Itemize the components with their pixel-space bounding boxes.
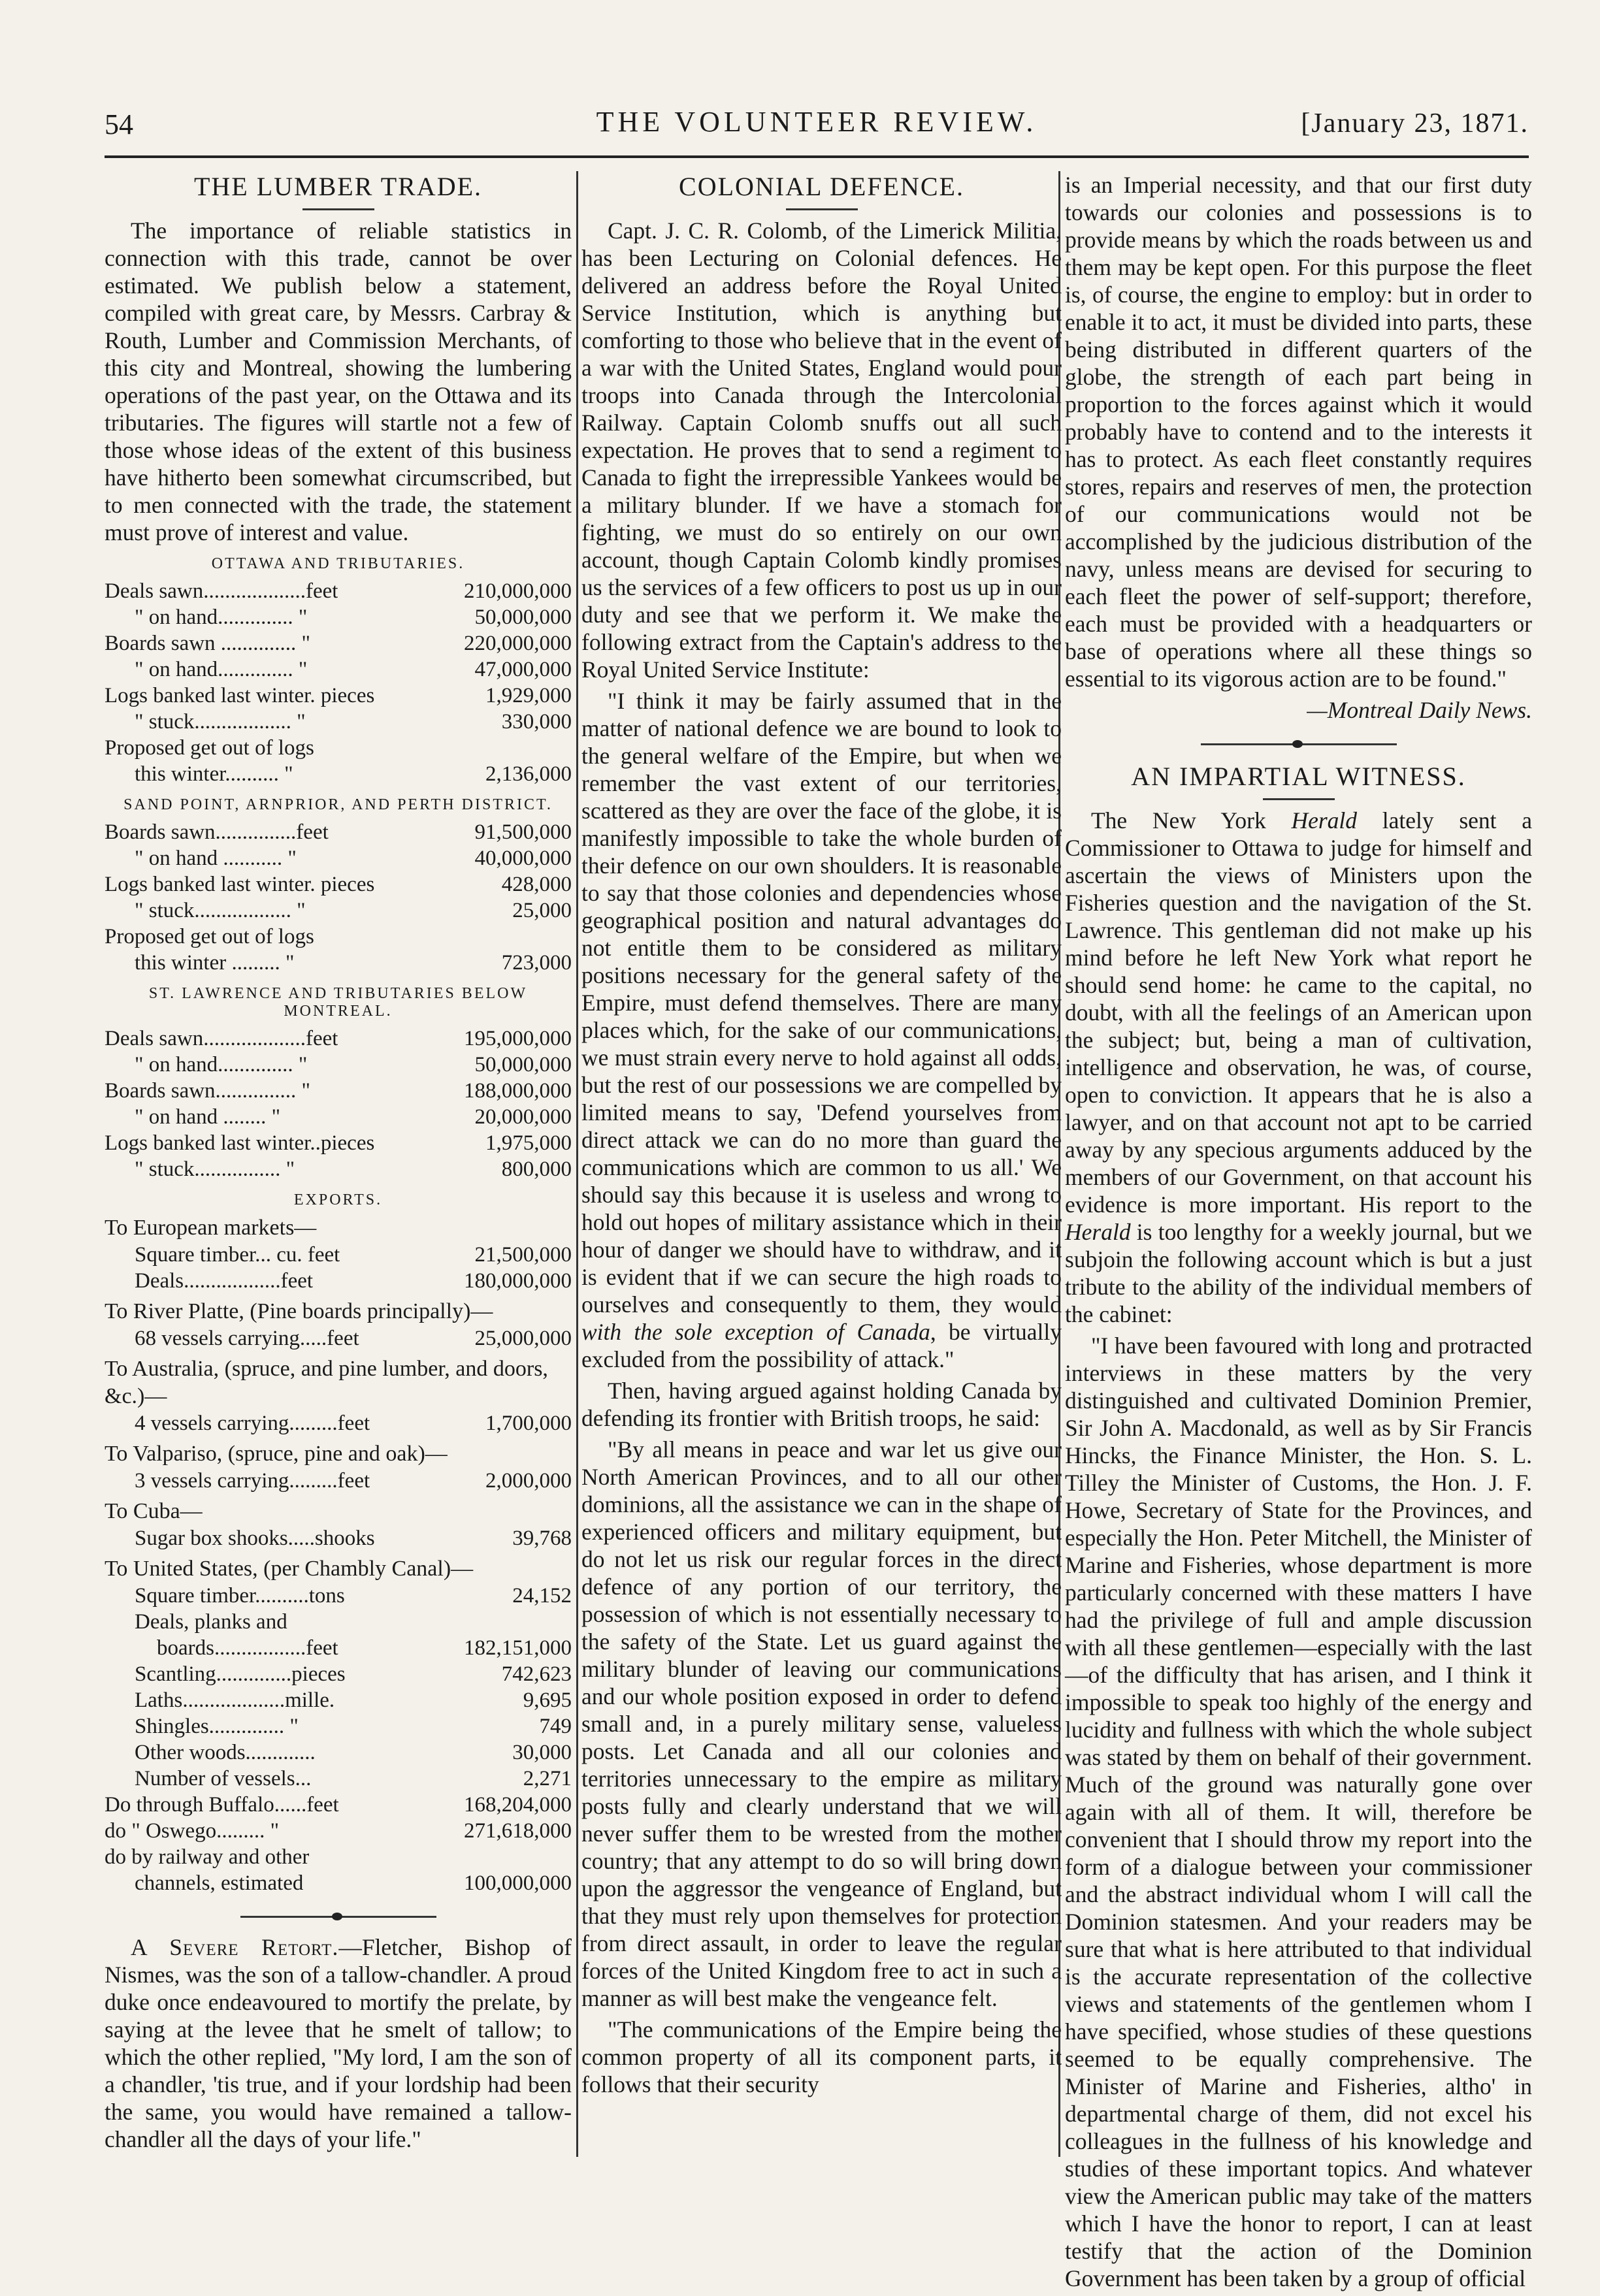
row-label: Boards sawn .............. ": [105, 632, 311, 655]
row-label: " stuck................ ": [135, 1157, 295, 1181]
row-value: 195,000,000: [464, 1027, 572, 1050]
table-row: [105, 1609, 572, 1635]
anecdote: [105, 1933, 572, 2153]
table-row: [105, 1635, 572, 1661]
row-label: do by railway and other: [105, 1845, 310, 1869]
row-value: 100,000,000: [464, 1871, 572, 1895]
row-value: 1,929,000: [485, 684, 572, 707]
column-lumber-trade: [105, 171, 572, 2157]
table-row: [105, 1687, 572, 1713]
paragraph: is an Imperial necessity, and that our first duty towards our colonies and possessions is to provide means by which the roads between us and them may be kept open. For this purpose the fleet is, of course, the engine to employ: but in order to enable it to act, it must be divided into parts, these being distributed in different quarters of the globe, the strength of each part being in proportion to the forces against which it would probably have to contend and to the interests it has to protect. As each fleet constantly requires stores, repairs and reserves of men, the protection of our communications would not be accomplished by the judicious distribution of the navy, unless means are devised for securing to each fleet the power of self-support; therefore, each must be provided with a headquarters or base of operations where all these things so essential to its vigorous action are to be found.": [1065, 172, 1532, 692]
row-label: Number of vessels...: [135, 1767, 312, 1790]
row-label: do " Oswego......... ": [105, 1819, 280, 1843]
row-label: Deals sawn...................feet: [105, 1027, 338, 1050]
table-row: [105, 1156, 572, 1182]
table-row: [105, 1468, 572, 1494]
row-value: 50,000,000: [474, 606, 572, 629]
article-title: COLONIAL DEFENCE.: [679, 172, 964, 201]
table-row: [105, 1713, 572, 1739]
row-label: 3 vessels carrying.........feet: [135, 1469, 370, 1493]
section-heading: EXPORTS.: [293, 1191, 383, 1208]
table-row: [105, 656, 572, 683]
export-group: [105, 1468, 572, 1494]
table-row: [105, 1104, 572, 1130]
row-label: Boards sawn...............feet: [105, 820, 329, 844]
title-rule: [1263, 798, 1335, 800]
row-value: 168,204,000: [464, 1793, 572, 1817]
export-group: [105, 1410, 572, 1436]
row-value: 723,000: [501, 951, 572, 975]
emphasis: with the sole exception of Canada: [581, 1319, 930, 1345]
row-label: " on hand.............. ": [135, 1053, 308, 1076]
row-label: Laths...................mille.: [135, 1689, 335, 1712]
text-run: lately sent a Commissioner to Ottawa to judge for himself and ascertain the views of Ministers upon the Fisheries question and the navigation of the St. Lawrence. This gentleman did not make up his mind before he left New York what report he should send home: he came to the capital, no doubt, with all the feelings of an American upon the subject; but, being a man of cultivation, intelligence and observation, he was, of course, open to conviction. It appears that he is also a lawyer, and on that account not apt to be carried away by any specious arguments adduced by the members of our Government, on that account his evidence is more important. His report to the: [1065, 807, 1532, 1218]
row-value: [566, 1844, 572, 1870]
emphasis: Herald: [1291, 807, 1358, 833]
row-value: 1,975,000: [485, 1131, 572, 1155]
section-heading: ST. LAWRENCE AND TRIBUTARIES BELOW MONTREAL.: [148, 985, 528, 1020]
row-value: 220,000,000: [464, 632, 572, 655]
row-label: Logs banked last winter. pieces: [105, 873, 375, 896]
paragraph: [1065, 807, 1532, 1328]
table-row: [105, 735, 572, 761]
row-value: 749: [539, 1715, 572, 1738]
text-run: "I think it may be fairly assumed that in the matter of national defence we are bound to look to the general welfare of the Empire, but when we remember the vast extent of our territories, scattered as they are over the face of the globe, it is manifestly impossible to take the whole burden of their defence on our own shoulders. It is reasonable to say that those colonies and dependencies whose geographical position and natural advantages do not entitle them to be considered as military positions necessary for the general safety of the Empire, must defend themselves. There are many places which, for the sake of our communications, we must strain every nerve to hold against all odds, but the rest of our possessions we are compelled by limited means to say, 'Defend yourselves from direct attack we can do no more than guard the communications which are common to us all.' We should say this because it is useless and wrong to hold out hopes of military assistance which in their hour of danger we should have to withdraw, and it is evident that if we can secure the high roads to ourselves and consequently to them, they would: [581, 688, 1062, 1318]
column-colonial-defence: [581, 171, 1062, 2102]
row-label: Scantling..............pieces: [135, 1662, 346, 1686]
stats-table-st-lawrence: [105, 1026, 572, 1182]
row-value: 330,000: [501, 710, 572, 734]
table-row: [105, 683, 572, 709]
row-label: channels, estimated: [135, 1871, 304, 1895]
row-label: Boards sawn............... ": [105, 1079, 311, 1103]
row-label: Square timber... cu. feet: [135, 1243, 340, 1267]
export-group: [105, 1792, 572, 1896]
row-label: Other woods.............: [135, 1741, 316, 1764]
row-label: Sugar box shooks.....shooks: [135, 1527, 375, 1550]
row-value: 428,000: [501, 873, 572, 896]
title-rule: [786, 208, 858, 210]
row-label: " stuck.................. ": [135, 899, 306, 922]
row-label: Deals..................feet: [135, 1269, 314, 1293]
row-value: 25,000,000: [474, 1327, 572, 1350]
table-row: [105, 1818, 572, 1844]
paragraph: "By all means in peace and war let us give our North American Provinces, and to all our other dominions, all the assistance we can in the shape of experienced officers and military equipment, but do not let us risk our regular forces in the direct defence of any portion of our territory, the possession of which is not essentially necessary to the safety of the State. Let us guard against the military blunder of leaving our communications and our whole position exposed in order to defend small and, in a purely military sense, valueless posts. Let Canada and all our colonies and territories unnecessary to the empire as military posts fully and clearly understand that we will never suffer them to be wrested from the mother country; that any attempt to do so will bring down upon the aggressor the vengeance of England, but that they must rely upon themselves for protection from direct assault, in order to leave the regular forces of the United Kingdom free to act in such a manner as will best make the vengeance felt.: [581, 1436, 1062, 2011]
row-value: 180,000,000: [464, 1269, 572, 1293]
table-row: [105, 578, 572, 604]
page-header: [105, 101, 1529, 147]
ornament-rule: [1201, 743, 1397, 745]
table-row: [105, 1242, 572, 1268]
article-intro: The importance of reliable statistics in connection with this trade, cannot be over estimated. We publish below a statement, compiled with great care, by Messrs. Carbray & Routh, Lumber and Commission Merchants, of this city and Montreal, showing the lumbering operations of the past year, on the Ottawa and its tributaries. The figures will startle not a few of those whose ideas of the extent of this business have hitherto been somewhat circumscribed, but to men connected with the trade, the statement must prove of interest and value.: [105, 218, 572, 545]
section-heading: SAND POINT, ARNPRIOR, AND PERTH DISTRICT.: [123, 796, 553, 813]
row-value: 91,500,000: [474, 820, 572, 844]
paragraph: Capt. J. C. R. Colomb, of the Limerick Militia, has been Lecturing on Colonial defences. He delivered an address before the Royal United Service Institution, which is anything but comforting to those who believe that in the event of a war with the United States, England would pour troops into Canada through the Intercolonial Railway. Captain Colomb snuffs out all such expectation. He proves that to send a regiment to Canada to fight the irrepressible Yankees would be a military blunder. If we have a stomach for fighting, we must do so entirely on our own account, though Captain Colomb kindly promises us the services of a few officers to post us up in our duty and see that we perform it. We make the following extract from the Captain's address to the Royal United Service Institute:: [581, 218, 1062, 683]
export-destination: To Australia, (spruce, and pine lumber, and doors, &c.)—: [105, 1357, 548, 1408]
table-row: [105, 1583, 572, 1609]
row-value: 25,000: [512, 899, 572, 922]
column-impartial-witness: [1065, 171, 1532, 2296]
row-label: this winter.......... ": [135, 762, 293, 786]
row-label: " stuck.................. ": [135, 710, 306, 734]
text-run: is too lengthy for a weekly journal, but we subjoin the following account which is but a just tribute to the ability of the individual members of the cabinet:: [1065, 1219, 1532, 1327]
table-row: [105, 950, 572, 976]
row-value: [566, 1609, 572, 1635]
row-label: Proposed get out of logs: [105, 736, 314, 760]
row-value: 50,000,000: [474, 1053, 572, 1076]
column-divider: [576, 171, 578, 2157]
paragraph: "The communications of the Empire being the common property of all its component parts, it follows that their security: [581, 2016, 1062, 2097]
table-row: [105, 924, 572, 950]
table-row: [105, 1026, 572, 1052]
table-row: [105, 1844, 572, 1870]
table-row: [105, 819, 572, 845]
paragraph: Then, having argued against holding Canada by defending its frontier with British troops, he said:: [581, 1378, 1062, 1431]
row-value: 1,700,000: [485, 1412, 572, 1435]
row-label: Logs banked last winter. pieces: [105, 684, 375, 707]
row-label: " on hand.............. ": [135, 658, 308, 681]
source-credit: —Montreal Daily News.: [1307, 697, 1532, 723]
text-run: , be virtually excluded from the possibility of attack.": [581, 1319, 1062, 1372]
table-row: [105, 1325, 572, 1351]
row-value: 30,000: [512, 1741, 572, 1764]
masthead: THE VOLUNTEER REVIEW.: [596, 106, 1037, 138]
row-value: 2,136,000: [485, 762, 572, 786]
export-destination: To River Platte, (Pine boards principally)—: [105, 1299, 493, 1323]
ornament-rule: [240, 1916, 436, 1918]
anecdote-title: A Severe Retort.: [131, 1934, 339, 1960]
export-group: [105, 1242, 572, 1294]
row-value: 9,695: [523, 1689, 572, 1712]
table-row: [105, 1661, 572, 1687]
emphasis: Herald: [1065, 1219, 1131, 1245]
stats-table-sand-point: [105, 819, 572, 976]
export-destination: To Valpariso, (spruce, pine and oak)—: [105, 1442, 448, 1466]
row-value: 742,623: [501, 1662, 572, 1686]
exports-table: [105, 1214, 572, 1896]
table-row: [105, 709, 572, 735]
table-row: [105, 897, 572, 924]
row-value: 39,768: [512, 1527, 572, 1550]
export-group: [105, 1525, 572, 1551]
row-label: Do through Buffalo......feet: [105, 1793, 339, 1817]
row-label: boards.................feet: [157, 1636, 338, 1660]
article-title: THE LUMBER TRADE.: [193, 172, 483, 201]
export-group: [105, 1583, 572, 1792]
section-heading: OTTAWA AND TRIBUTARIES.: [211, 555, 465, 572]
row-label: this winter ......... ": [135, 951, 295, 975]
table-row: [105, 1410, 572, 1436]
row-label: Deals, planks and: [135, 1610, 287, 1634]
table-row: [105, 630, 572, 656]
row-value: 24,152: [512, 1584, 572, 1608]
table-row: [105, 1739, 572, 1766]
row-value: 21,500,000: [474, 1243, 572, 1267]
row-value: 210,000,000: [464, 579, 572, 603]
table-row: [105, 871, 572, 897]
row-value: 188,000,000: [464, 1079, 572, 1103]
issue-date: [January 23, 1871.: [1301, 108, 1529, 138]
row-label: Square timber..........tons: [135, 1584, 345, 1608]
table-row: [105, 761, 572, 787]
text-run: The New York: [1091, 807, 1292, 833]
header-rule: [105, 155, 1529, 158]
table-row: [105, 1792, 572, 1818]
row-label: Deals sawn...................feet: [105, 579, 338, 603]
row-value: 40,000,000: [474, 847, 572, 870]
row-value: 2,271: [523, 1767, 572, 1790]
row-value: 800,000: [501, 1157, 572, 1181]
export-destination: To United States, (per Chambly Canal)—: [105, 1557, 474, 1581]
row-label: " on hand.............. ": [135, 606, 308, 629]
page-number: 54: [105, 108, 133, 140]
row-label: " on hand ........ ": [135, 1105, 281, 1129]
table-row: [105, 604, 572, 630]
table-row: [105, 1130, 572, 1156]
row-value: 271,618,000: [464, 1819, 572, 1843]
row-value: 47,000,000: [474, 658, 572, 681]
table-row: [105, 1766, 572, 1792]
anecdote-text: —Fletcher, Bishop of Nismes, was the son of a tallow-chandler. A proud duke once endeavoured to mortify the prelate, by saying at the levee that he smelt of tallow; to which the other replied, "My lord, I am the son of a chandler, 'tis true, and if your lordship had been the same, you would have remained a tallow-chandler all the days of your life.": [105, 1934, 572, 2152]
table-row: [105, 1078, 572, 1104]
table-row: [105, 1268, 572, 1294]
row-value: [566, 924, 572, 950]
table-row: [105, 1870, 572, 1896]
row-value: 20,000,000: [474, 1105, 572, 1129]
stats-table-ottawa: [105, 578, 572, 787]
export-destination: To European markets—: [105, 1216, 317, 1240]
title-rule: [302, 208, 374, 210]
paragraph: [581, 687, 1062, 1373]
table-row: [105, 845, 572, 871]
row-label: Logs banked last winter..pieces: [105, 1131, 375, 1155]
row-value: [566, 735, 572, 761]
row-value: 182,151,000: [464, 1636, 572, 1660]
row-label: Proposed get out of logs: [105, 925, 314, 948]
row-label: 4 vessels carrying.........feet: [135, 1412, 370, 1435]
row-value: 2,000,000: [485, 1469, 572, 1493]
table-row: [105, 1525, 572, 1551]
export-destination: To Cuba—: [105, 1499, 203, 1523]
row-label: 68 vessels carrying.....feet: [135, 1327, 359, 1350]
export-group: [105, 1325, 572, 1351]
row-label: Shingles.............. ": [135, 1715, 299, 1738]
paragraph: "I have been favoured with long and protracted interviews in these matters by the very distinguished and cultivated Dominion Premier, Sir John A. Macdonald, as well as by Sir Francis Hincks, the Finance Minister, the Hon. S. L. Tilley the Minister of Customs, the Hon. J. F. Howe, Secretary of State for the Provinces, and especially the Hon. Peter Mitchell, the Minister of Marine and Fisheries, whose department is more particularly concerned with these matters I have had the privilege of full and ample discussion with all these gentlemen—especially with the last—of the difficulty that has arisen, and I think it impossible to speak too highly of the energy and lucidity and fullness with which the whole subject was stated by them on behalf of their government. Much of the ground was naturally gone over again with all of them. It will, therefore be convenient that I should throw my report into the form of a dialogue between your commissioner and the abstract individual whom I will call the Dominion statesmen. And your readers may be sure that what is here attributed to that individual is the accurate representation of the collective views and statements of the gentlemen whom I have specified, whose studies of these questions seemed to be equally comprehensive. The Minister of Marine and Fisheries, altho' in departmental charge of them, did not excel his colleagues in the fullness of his knowledge and studies of these important topics. And whatever view the American public may take of the matters which I have the honor to report, I can at least testify that the action of the Dominion Government has been taken by a group of official: [1065, 1333, 1532, 2291]
row-label: " on hand ........... ": [135, 847, 297, 870]
article-title: AN IMPARTIAL WITNESS.: [1131, 762, 1466, 791]
table-row: [105, 1052, 572, 1078]
